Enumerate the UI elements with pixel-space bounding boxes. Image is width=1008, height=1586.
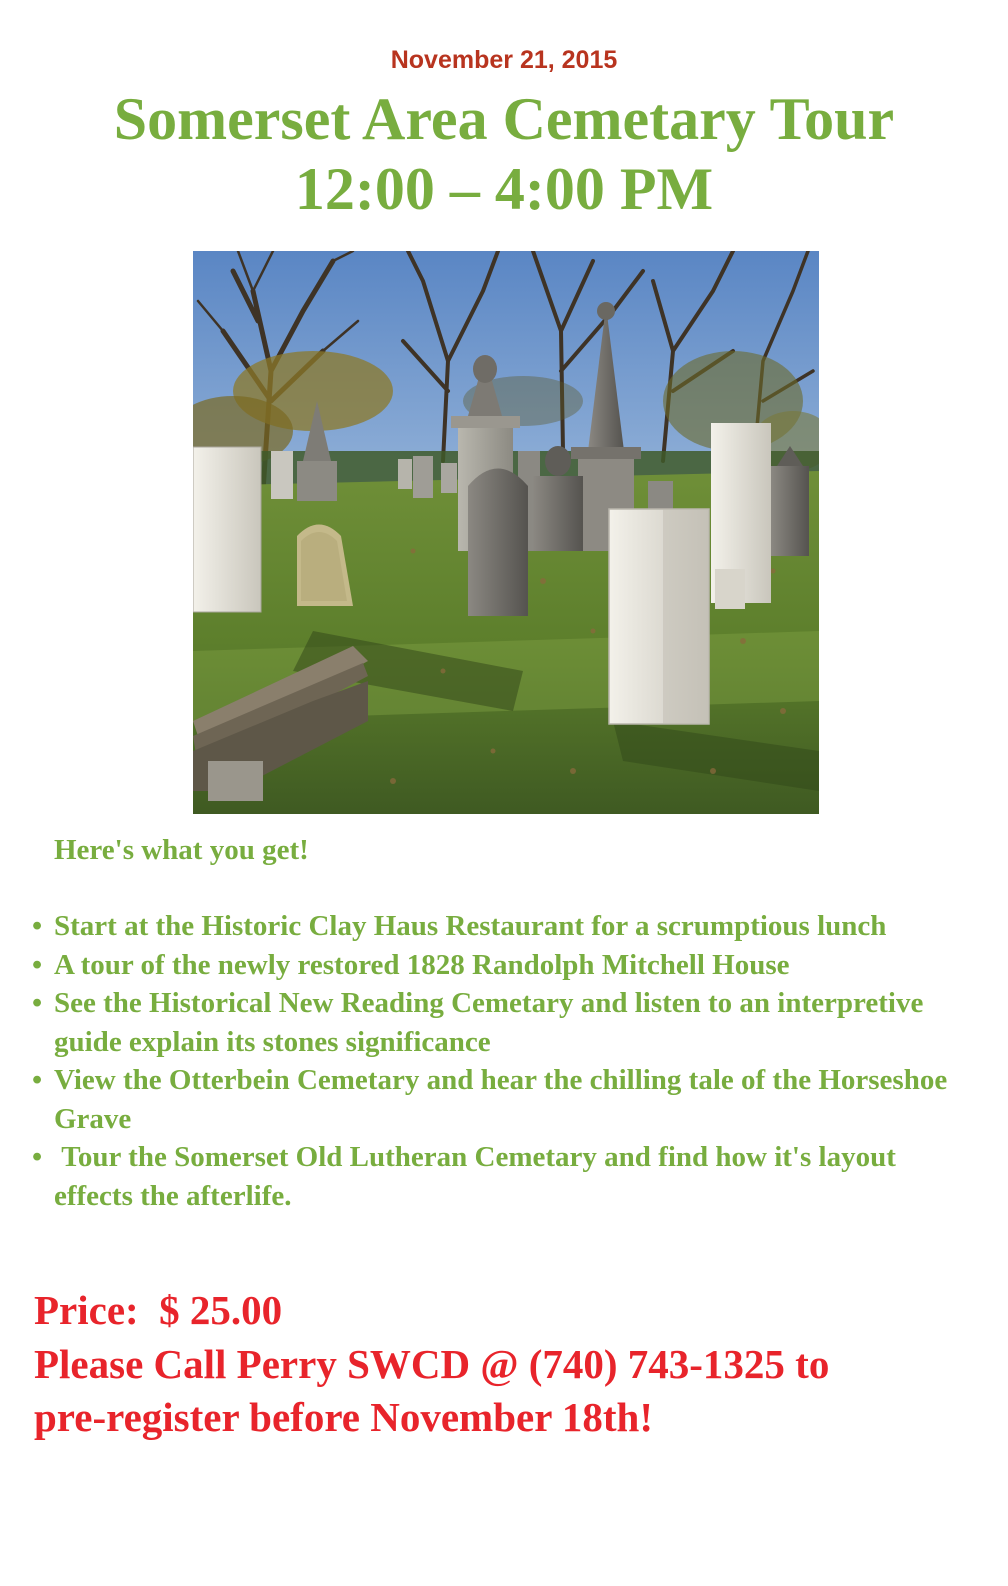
feature-text: See the Historical New Reading Cemetary and listen to an interpretive guide explain its stones significance bbox=[54, 987, 924, 1058]
list-item bbox=[30, 1138, 970, 1215]
title-line-time: 12:00 – 4:00 PM bbox=[294, 156, 714, 222]
feature-text: A tour of the newly restored 1828 Randolph Mitchell House bbox=[54, 948, 790, 981]
cemetery-photo bbox=[193, 251, 819, 814]
list-item bbox=[30, 946, 970, 985]
list-item bbox=[30, 907, 970, 946]
bullet-icon: • bbox=[32, 1141, 43, 1173]
registration-callout bbox=[34, 1284, 994, 1445]
bullet-icon: • bbox=[32, 1064, 43, 1096]
feature-text: View the Otterbein Cemetary and hear the chilling tale of the Horseshoe Grave bbox=[54, 1064, 948, 1135]
price-line: Price: $ 25.00 bbox=[34, 1287, 283, 1333]
bullet-icon: • bbox=[32, 987, 43, 1019]
page-title bbox=[0, 84, 1008, 224]
call-line: Please Call Perry SWCD @ (740) 743-1325 to bbox=[34, 1340, 830, 1387]
deadline-line: pre-register before November 18th! bbox=[34, 1394, 654, 1440]
feature-text: Tour the Somerset Old Lutheran Cemetary and find how it's layout effects the afterlife. bbox=[54, 1141, 904, 1212]
feature-text: Start at the Historic Clay Haus Restaurant for a scrumptious lunch bbox=[54, 910, 887, 942]
list-item bbox=[30, 984, 970, 1061]
bullet-icon: • bbox=[32, 910, 43, 942]
title-line-name: Somerset Area Cemetary Tour bbox=[113, 86, 895, 152]
event-date: November 21, 2015 bbox=[390, 46, 618, 74]
intro-heading: Here's what you get! bbox=[54, 834, 309, 866]
feature-list bbox=[30, 907, 970, 1215]
list-item bbox=[30, 1061, 970, 1138]
bullet-icon: • bbox=[32, 948, 43, 981]
